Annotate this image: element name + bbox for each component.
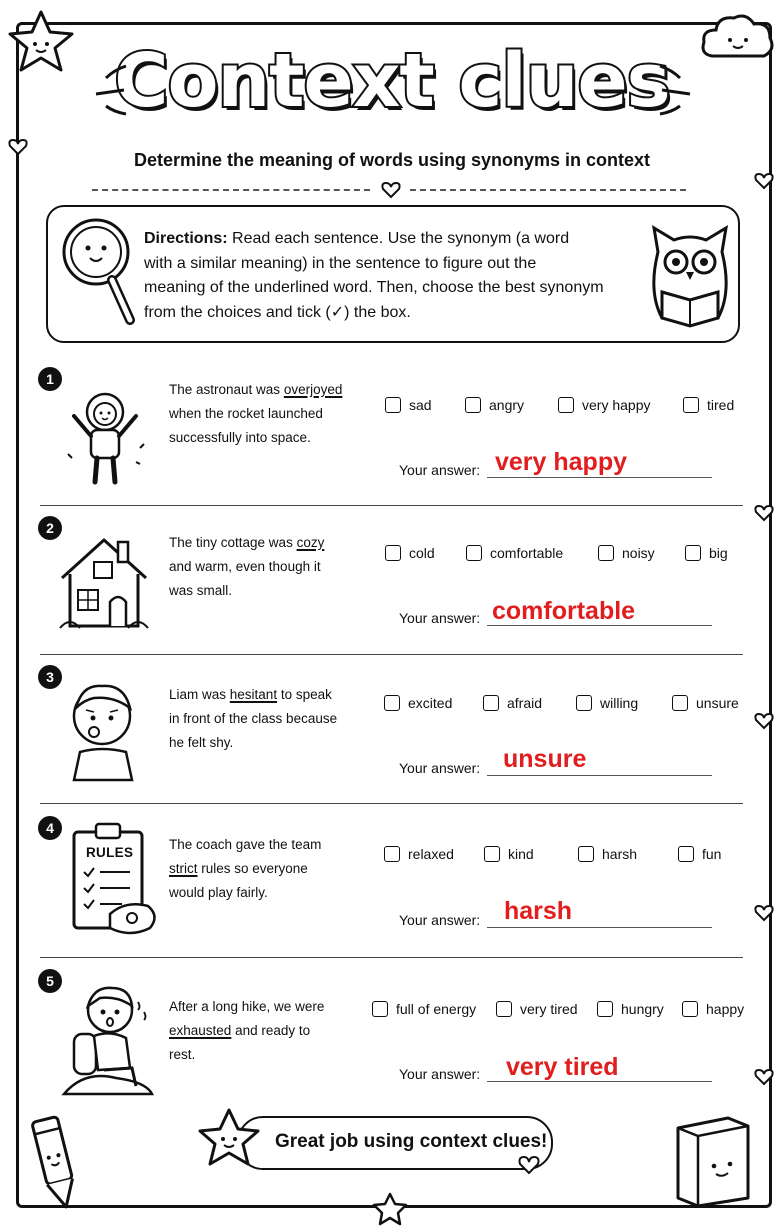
checkbox[interactable]	[385, 545, 401, 561]
rules-sign: RULES	[86, 845, 134, 860]
option-label: harsh	[602, 846, 638, 862]
question-5-option-4[interactable]	[682, 1001, 744, 1017]
checkbox[interactable]	[558, 397, 574, 413]
question-3-answer-label: Your answer:	[399, 760, 481, 776]
question-1-answer[interactable]: very happy	[495, 448, 628, 476]
question-4-text-after: rules so everyone	[197, 861, 308, 876]
star-face-icon	[196, 1106, 262, 1170]
heart-icon	[754, 904, 774, 922]
option-label: cold	[409, 545, 435, 561]
question-3-option-2[interactable]	[483, 695, 542, 711]
question-1-option-1[interactable]	[385, 397, 432, 413]
option-label: noisy	[622, 545, 655, 561]
page-subtitle: Determine the meaning of words using synonyms in context	[133, 150, 651, 170]
directions-line-4: from the choices and tick (✓) the box.	[144, 303, 411, 321]
directions-label: Directions:	[144, 230, 228, 247]
heart-icon	[754, 712, 774, 730]
question-1-answer-line	[487, 477, 712, 478]
question-2-sentence	[169, 531, 359, 603]
question-1-option-3[interactable]	[558, 397, 650, 413]
question-3-number: 3	[38, 665, 62, 689]
option-label: excited	[408, 695, 453, 711]
divider-right	[410, 189, 686, 191]
question-4-number: 4	[38, 816, 62, 840]
question-4-option-4[interactable]	[678, 846, 721, 862]
directions-line-2: with a similar meaning) in the sentence to figure out the	[144, 254, 537, 272]
question-2-option-4[interactable]	[685, 545, 728, 561]
question-5-text-after: and ready to	[231, 1023, 311, 1038]
checkbox[interactable]	[598, 545, 614, 561]
option-label: hungry	[621, 1001, 664, 1017]
checkbox[interactable]	[578, 846, 594, 862]
question-2-option-3[interactable]	[598, 545, 655, 561]
question-3-line-2: in front of the class because	[169, 711, 338, 726]
clipboard-rules-icon	[70, 820, 160, 940]
astronaut-icon	[60, 388, 150, 488]
question-2-number: 2	[38, 516, 62, 540]
checkbox[interactable]	[496, 1001, 512, 1017]
option-label: angry	[489, 397, 525, 413]
checkbox[interactable]	[465, 397, 481, 413]
question-5-option-1[interactable]	[372, 1001, 476, 1017]
option-label: happy	[706, 1001, 745, 1017]
question-3-text-start: Liam was	[169, 687, 230, 702]
checkbox[interactable]	[466, 545, 482, 561]
pencil-face-icon	[28, 1110, 84, 1214]
heart-icon	[754, 172, 774, 190]
option-label: very tired	[520, 1001, 578, 1017]
question-2-option-1[interactable]	[385, 545, 435, 561]
question-1-line-2: when the rocket launched	[169, 406, 323, 421]
divider-left	[92, 189, 370, 191]
option-label: full of energy	[396, 1001, 477, 1017]
question-2-line-2: and warm, even though it	[169, 559, 321, 574]
option-label: sad	[409, 397, 432, 413]
question-1-answer-label: Your answer:	[399, 462, 481, 478]
checkbox[interactable]	[576, 695, 592, 711]
checkbox[interactable]	[483, 695, 499, 711]
question-5-answer[interactable]: very tired	[506, 1053, 619, 1081]
section-divider	[40, 803, 743, 804]
question-4-answer-line	[487, 927, 712, 928]
question-3-answer[interactable]: unsure	[503, 745, 587, 773]
checkbox[interactable]	[682, 1001, 698, 1017]
shy-boy-icon	[64, 676, 144, 784]
question-2-line-3: was small.	[169, 583, 233, 598]
question-1-option-2[interactable]	[465, 397, 524, 413]
star-icon	[372, 1192, 408, 1226]
checkbox[interactable]	[372, 1001, 388, 1017]
page-title: Context clues	[114, 38, 670, 124]
option-label: willing	[600, 695, 639, 711]
question-1-sentence	[169, 378, 359, 450]
question-5-sentence	[169, 995, 359, 1067]
question-3-sentence	[169, 683, 359, 755]
tired-hiker-icon	[60, 982, 156, 1098]
section-divider	[40, 654, 743, 655]
question-2-text-start: The tiny cottage was	[169, 535, 297, 550]
section-divider	[40, 505, 743, 506]
directions-text	[144, 227, 644, 325]
question-3-text-after: to speak	[277, 687, 332, 702]
question-3-answer-line	[487, 775, 712, 776]
question-2-target-word: cozy	[296, 535, 325, 550]
footer-banner	[237, 1116, 553, 1170]
question-1-line-3: successfully into space.	[169, 430, 311, 445]
question-4-option-1[interactable]	[384, 846, 454, 862]
option-label: fun	[702, 846, 722, 862]
option-label: big	[709, 545, 728, 561]
question-3-option-3[interactable]	[576, 695, 638, 711]
question-5-answer-label: Your answer:	[399, 1066, 481, 1082]
question-4-target-word: strict	[169, 861, 198, 876]
question-2-option-2[interactable]	[466, 545, 563, 561]
question-3-line-3: he felt shy.	[169, 735, 234, 750]
question-1-number: 1	[38, 367, 62, 391]
footer-message: Great job using context clues!	[275, 1131, 548, 1152]
question-4-text-start: The coach gave the team	[169, 837, 322, 852]
question-3-target-word: hesitant	[229, 687, 278, 702]
cottage-icon	[56, 532, 152, 634]
question-3-option-4[interactable]	[672, 695, 739, 711]
heart-icon	[8, 138, 28, 156]
book-face-icon	[668, 1112, 758, 1208]
question-5-number: 5	[38, 969, 62, 993]
checkbox[interactable]	[384, 695, 400, 711]
sparkle-left-icon	[88, 58, 132, 128]
directions-line-3: meaning of the underlined word. Then, choose the best synonym	[144, 279, 604, 296]
heart-icon	[381, 181, 401, 199]
sparkle-right-icon	[654, 58, 698, 128]
question-5-text-start: After a long hike, we were	[169, 999, 325, 1014]
option-label: afraid	[507, 695, 543, 711]
question-1-option-4[interactable]	[683, 397, 734, 413]
question-4-option-2[interactable]	[484, 846, 534, 862]
question-1-target-word: overjoyed	[283, 382, 343, 397]
directions-line-1: Read each sentence. Use the synonym (a word	[232, 230, 570, 247]
option-label: comfortable	[490, 545, 564, 561]
question-5-line-2: rest.	[169, 1047, 196, 1062]
question-3-option-1[interactable]	[384, 695, 452, 711]
question-4-answer[interactable]: harsh	[504, 897, 573, 925]
question-2-answer-label: Your answer:	[399, 610, 481, 626]
question-4-sentence	[169, 833, 359, 905]
question-5-target-word: exhausted	[169, 1023, 232, 1038]
magnifying-glass-icon	[60, 212, 140, 332]
section-divider	[40, 957, 743, 958]
question-4-option-3[interactable]	[578, 846, 637, 862]
checkbox[interactable]	[484, 846, 500, 862]
option-label: unsure	[696, 695, 739, 711]
question-5-option-3[interactable]	[597, 1001, 664, 1017]
checkbox[interactable]	[683, 397, 699, 413]
question-4-line-2: would play fairly.	[169, 885, 268, 900]
option-label: kind	[508, 846, 534, 862]
checkbox[interactable]	[385, 397, 401, 413]
heart-icon	[754, 1068, 774, 1086]
question-2-answer[interactable]: comfortable	[492, 597, 636, 625]
checkbox[interactable]	[384, 846, 400, 862]
checkbox[interactable]	[678, 846, 694, 862]
heart-icon	[754, 504, 774, 522]
question-1-text-start: The astronaut was	[169, 382, 284, 397]
checkbox[interactable]	[672, 695, 688, 711]
question-4-answer-label: Your answer:	[399, 912, 481, 928]
question-5-option-2[interactable]	[496, 1001, 578, 1017]
heart-icon	[518, 1155, 540, 1175]
owl-reading-icon	[648, 222, 732, 334]
option-label: very happy	[582, 397, 651, 413]
option-label: tired	[707, 397, 735, 413]
checkbox[interactable]	[685, 545, 701, 561]
checkbox[interactable]	[597, 1001, 613, 1017]
option-label: relaxed	[408, 846, 454, 862]
